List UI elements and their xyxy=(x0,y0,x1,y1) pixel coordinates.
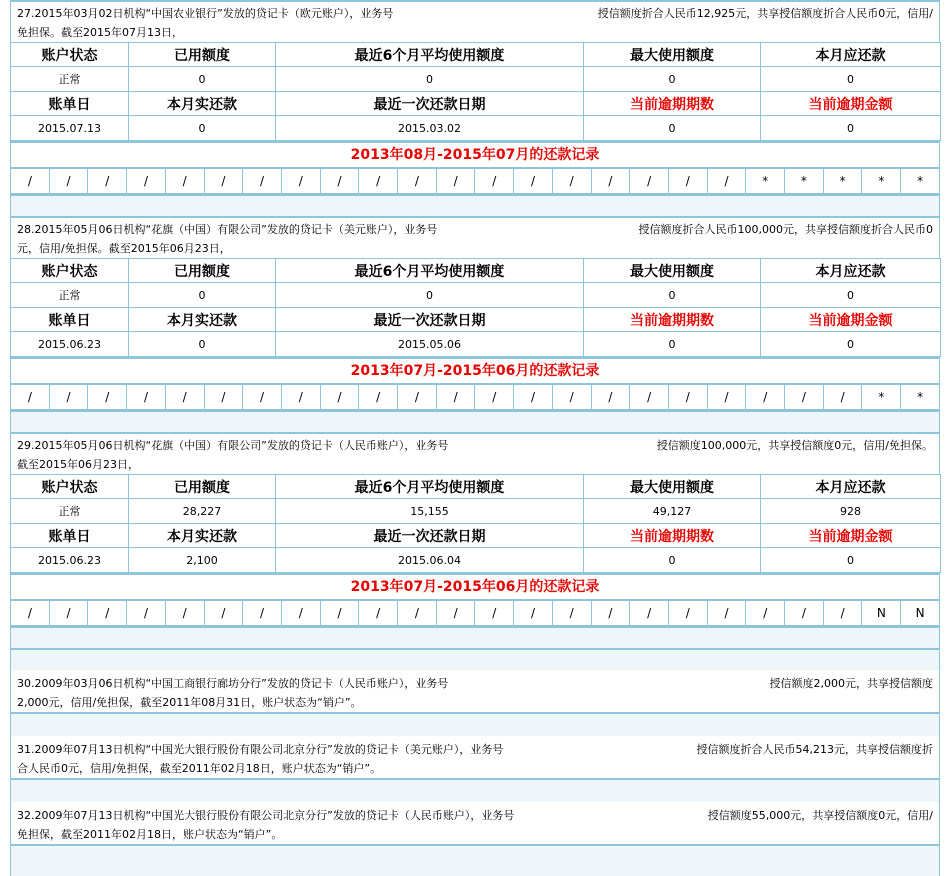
repayment-month-cell: / xyxy=(475,601,514,626)
repayment-month-cell: / xyxy=(630,601,669,626)
account-description xyxy=(10,2,940,42)
header-amount-paid: 本月实还款 xyxy=(129,92,276,116)
repayment-month-cell: / xyxy=(707,601,746,626)
repayment-month-cell: / xyxy=(785,385,824,410)
overdue-amount: 0 xyxy=(761,548,941,573)
bill-day: 2015.06.23 xyxy=(11,332,129,357)
closed-account-block xyxy=(10,736,940,802)
header-avg-usage: 最近6个月平均使用额度 xyxy=(276,475,584,499)
account-block xyxy=(10,216,940,432)
closed-account-description xyxy=(10,736,940,778)
repayment-record-table xyxy=(10,384,940,410)
header-bill-day: 账单日 xyxy=(11,524,129,548)
repayment-month-cell: / xyxy=(281,385,320,410)
header-bill-day: 账单日 xyxy=(11,308,129,332)
overdue-amount: 0 xyxy=(761,332,941,357)
account-status: 正常 xyxy=(11,499,129,524)
repayment-month-cell: / xyxy=(127,169,166,194)
closed-account-description xyxy=(10,670,940,712)
repayment-month-cell: / xyxy=(165,169,204,194)
closed-account-block xyxy=(10,802,940,876)
header-overdue-amount: 当前逾期金额 xyxy=(761,92,941,116)
account-origin-text: 32.2009年07月13日机构“中国光大银行股份有限公司北京分行”发放的贷记卡（人民币账户），业务号 xyxy=(17,809,515,822)
account-origin-text: 29.2015年05月06日机构“花旗（中国）有限公司”发放的贷记卡（人民币账户），业务号 xyxy=(17,439,449,452)
repayment-month-cell: / xyxy=(398,601,437,626)
repayment-month-cell: / xyxy=(11,601,50,626)
repayment-month-cell: / xyxy=(359,601,398,626)
account-origin-text: 31.2009年07月13日机构“中国光大银行股份有限公司北京分行”发放的贷记卡（美元账户），业务号 xyxy=(17,743,504,756)
account-description xyxy=(10,218,940,258)
account-summary-table xyxy=(10,42,941,141)
repayment-month-cell: / xyxy=(514,601,553,626)
header-used-amount: 已用额度 xyxy=(129,259,276,283)
header-account-status: 账户状态 xyxy=(11,259,129,283)
account-origin-text: 30.2009年03月06日机构“中国工商银行廊坊分行”发放的贷记卡（人民币账户），业务号 xyxy=(17,677,449,690)
section-separator xyxy=(10,194,940,216)
repayment-month-cell: / xyxy=(552,601,591,626)
max-usage: 49,127 xyxy=(584,499,761,524)
repayment-month-cell: / xyxy=(591,385,630,410)
repayment-month-cell: / xyxy=(320,385,359,410)
repayment-month-cell: / xyxy=(823,385,862,410)
amount-paid: 0 xyxy=(129,116,276,141)
last-payment-date: 2015.06.04 xyxy=(276,548,584,573)
repayment-month-cell: * xyxy=(901,169,940,194)
repayment-month-cell: / xyxy=(668,601,707,626)
repayment-month-cell: / xyxy=(359,169,398,194)
amount-due: 0 xyxy=(761,67,941,92)
account-as-of-text: 截至2015年06月23日， xyxy=(17,458,139,471)
repayment-month-cell: / xyxy=(165,385,204,410)
used-amount: 0 xyxy=(129,283,276,308)
repayment-month-cell: / xyxy=(785,601,824,626)
repayment-month-cell: * xyxy=(901,385,940,410)
amount-due: 928 xyxy=(761,499,941,524)
bill-day: 2015.07.13 xyxy=(11,116,129,141)
header-avg-usage: 最近6个月平均使用额度 xyxy=(276,259,584,283)
repayment-record-title: 2013年08月-2015年07月的还款记录 xyxy=(10,141,940,168)
account-closed-text: 2,000元，信用/免担保，截至2011年08月31日，账户状态为“销户”。 xyxy=(17,696,362,709)
repayment-month-cell: / xyxy=(320,169,359,194)
repayment-month-cell: / xyxy=(359,385,398,410)
overdue-periods: 0 xyxy=(584,332,761,357)
overdue-periods: 0 xyxy=(584,116,761,141)
repayment-month-cell: / xyxy=(668,385,707,410)
header-max-usage: 最大使用额度 xyxy=(584,475,761,499)
repayment-month-cell: / xyxy=(127,385,166,410)
last-payment-date: 2015.03.02 xyxy=(276,116,584,141)
section-separator xyxy=(10,648,940,670)
header-overdue-periods: 当前逾期期数 xyxy=(584,92,761,116)
avg-usage: 0 xyxy=(276,67,584,92)
repayment-month-cell: / xyxy=(823,601,862,626)
account-summary-table xyxy=(10,258,941,357)
header-overdue-amount: 当前逾期金额 xyxy=(761,524,941,548)
repayment-month-cell: / xyxy=(88,601,127,626)
repayment-month-cell: / xyxy=(436,385,475,410)
account-description xyxy=(10,434,940,474)
account-closed-text: 免担保，截至2011年02月18日，账户状态为“销户”。 xyxy=(17,828,283,841)
repayment-month-cell: / xyxy=(243,169,282,194)
closed-account-block xyxy=(10,670,940,736)
repayment-month-cell: / xyxy=(88,385,127,410)
closed-account-description xyxy=(10,802,940,844)
account-as-of-text: 免担保。截至2015年07月13日， xyxy=(17,26,183,39)
repayment-month-cell: N xyxy=(901,601,940,626)
amount-paid: 0 xyxy=(129,332,276,357)
header-amount-due: 本月应还款 xyxy=(761,259,941,283)
repayment-month-cell: / xyxy=(591,601,630,626)
repayment-month-cell: / xyxy=(204,169,243,194)
repayment-month-cell: / xyxy=(204,601,243,626)
account-as-of-text: 元，信用/免担保。截至2015年06月23日， xyxy=(17,242,231,255)
credit-limit-text: 授信额度2,000元，共享授信额度 xyxy=(769,677,933,690)
repayment-month-cell: * xyxy=(785,169,824,194)
header-overdue-periods: 当前逾期期数 xyxy=(584,524,761,548)
section-separator xyxy=(10,778,940,802)
header-bill-day: 账单日 xyxy=(11,92,129,116)
repayment-month-cell: / xyxy=(746,601,785,626)
header-account-status: 账户状态 xyxy=(11,43,129,67)
section-separator xyxy=(10,712,940,736)
account-status: 正常 xyxy=(11,67,129,92)
repayment-month-cell: / xyxy=(320,601,359,626)
repayment-month-cell: / xyxy=(514,385,553,410)
repayment-month-cell: / xyxy=(49,385,88,410)
credit-limit-text: 授信额度55,000元，共享授信额度0元，信用/ xyxy=(707,809,933,822)
repayment-record-table xyxy=(10,168,940,194)
header-amount-due: 本月应还款 xyxy=(761,475,941,499)
section-separator xyxy=(10,844,940,876)
header-max-usage: 最大使用额度 xyxy=(584,259,761,283)
repayment-month-cell: / xyxy=(281,601,320,626)
credit-limit-text: 授信额度100,000元，共享授信额度0元，信用/免担保。 xyxy=(656,439,933,452)
account-closed-text: 合人民币0元，信用/免担保，截至2011年02月18日，账户状态为“销户”。 xyxy=(17,762,382,775)
header-last-payment: 最近一次还款日期 xyxy=(276,524,584,548)
repayment-month-cell: * xyxy=(746,169,785,194)
repayment-month-cell: / xyxy=(436,169,475,194)
repayment-month-cell: / xyxy=(668,169,707,194)
header-used-amount: 已用额度 xyxy=(129,43,276,67)
last-payment-date: 2015.05.06 xyxy=(276,332,584,357)
account-block xyxy=(10,432,940,670)
used-amount: 28,227 xyxy=(129,499,276,524)
repayment-month-cell: / xyxy=(165,601,204,626)
repayment-record-title: 2013年07月-2015年06月的还款记录 xyxy=(10,357,940,384)
credit-limit-text: 授信额度折合人民币54,213元，共享授信额度折 xyxy=(696,743,933,756)
max-usage: 0 xyxy=(584,67,761,92)
repayment-month-cell: / xyxy=(707,385,746,410)
credit-report-page xyxy=(10,0,940,876)
account-origin-text: 28.2015年05月06日机构“花旗（中国）有限公司”发放的贷记卡（美元账户），业务号 xyxy=(17,223,438,236)
section-separator xyxy=(10,626,940,648)
repayment-month-cell: / xyxy=(204,385,243,410)
header-last-payment: 最近一次还款日期 xyxy=(276,308,584,332)
repayment-month-cell: / xyxy=(127,601,166,626)
max-usage: 0 xyxy=(584,283,761,308)
repayment-month-cell: / xyxy=(514,169,553,194)
overdue-amount: 0 xyxy=(761,116,941,141)
header-amount-paid: 本月实还款 xyxy=(129,524,276,548)
repayment-record-table xyxy=(10,600,940,626)
repayment-month-cell: / xyxy=(11,385,50,410)
header-used-amount: 已用额度 xyxy=(129,475,276,499)
repayment-month-cell: / xyxy=(475,385,514,410)
repayment-month-cell: / xyxy=(281,169,320,194)
header-account-status: 账户状态 xyxy=(11,475,129,499)
section-separator xyxy=(10,410,940,432)
amount-paid: 2,100 xyxy=(129,548,276,573)
repayment-month-cell: * xyxy=(862,169,901,194)
repayment-month-cell: * xyxy=(823,169,862,194)
account-summary-table xyxy=(10,474,941,573)
credit-limit-text: 授信额度折合人民币100,000元，共享授信额度折合人民币0 xyxy=(638,223,933,236)
header-max-usage: 最大使用额度 xyxy=(584,43,761,67)
repayment-month-cell: / xyxy=(49,601,88,626)
overdue-periods: 0 xyxy=(584,548,761,573)
repayment-month-cell: * xyxy=(862,385,901,410)
repayment-month-cell: N xyxy=(862,601,901,626)
header-overdue-amount: 当前逾期金额 xyxy=(761,308,941,332)
repayment-month-cell: / xyxy=(475,169,514,194)
header-overdue-periods: 当前逾期期数 xyxy=(584,308,761,332)
repayment-month-cell: / xyxy=(591,169,630,194)
repayment-month-cell: / xyxy=(88,169,127,194)
bill-day: 2015.06.23 xyxy=(11,548,129,573)
repayment-month-cell: / xyxy=(630,169,669,194)
repayment-month-cell: / xyxy=(552,385,591,410)
repayment-month-cell: / xyxy=(436,601,475,626)
account-origin-text: 27.2015年03月02日机构“中国农业银行”发放的贷记卡（欧元账户），业务号 xyxy=(17,7,394,20)
repayment-month-cell: / xyxy=(11,169,50,194)
repayment-month-cell: / xyxy=(49,169,88,194)
amount-due: 0 xyxy=(761,283,941,308)
avg-usage: 15,155 xyxy=(276,499,584,524)
used-amount: 0 xyxy=(129,67,276,92)
header-amount-paid: 本月实还款 xyxy=(129,308,276,332)
account-block xyxy=(10,0,940,216)
header-amount-due: 本月应还款 xyxy=(761,43,941,67)
header-last-payment: 最近一次还款日期 xyxy=(276,92,584,116)
repayment-month-cell: / xyxy=(398,385,437,410)
credit-limit-text: 授信额度折合人民币12,925元，共享授信额度折合人民币0元，信用/ xyxy=(597,7,933,20)
repayment-month-cell: / xyxy=(552,169,591,194)
repayment-record-title: 2013年07月-2015年06月的还款记录 xyxy=(10,573,940,600)
repayment-month-cell: / xyxy=(243,385,282,410)
repayment-month-cell: / xyxy=(707,169,746,194)
repayment-month-cell: / xyxy=(630,385,669,410)
avg-usage: 0 xyxy=(276,283,584,308)
repayment-month-cell: / xyxy=(746,385,785,410)
repayment-month-cell: / xyxy=(243,601,282,626)
account-status: 正常 xyxy=(11,283,129,308)
repayment-month-cell: / xyxy=(398,169,437,194)
header-avg-usage: 最近6个月平均使用额度 xyxy=(276,43,584,67)
